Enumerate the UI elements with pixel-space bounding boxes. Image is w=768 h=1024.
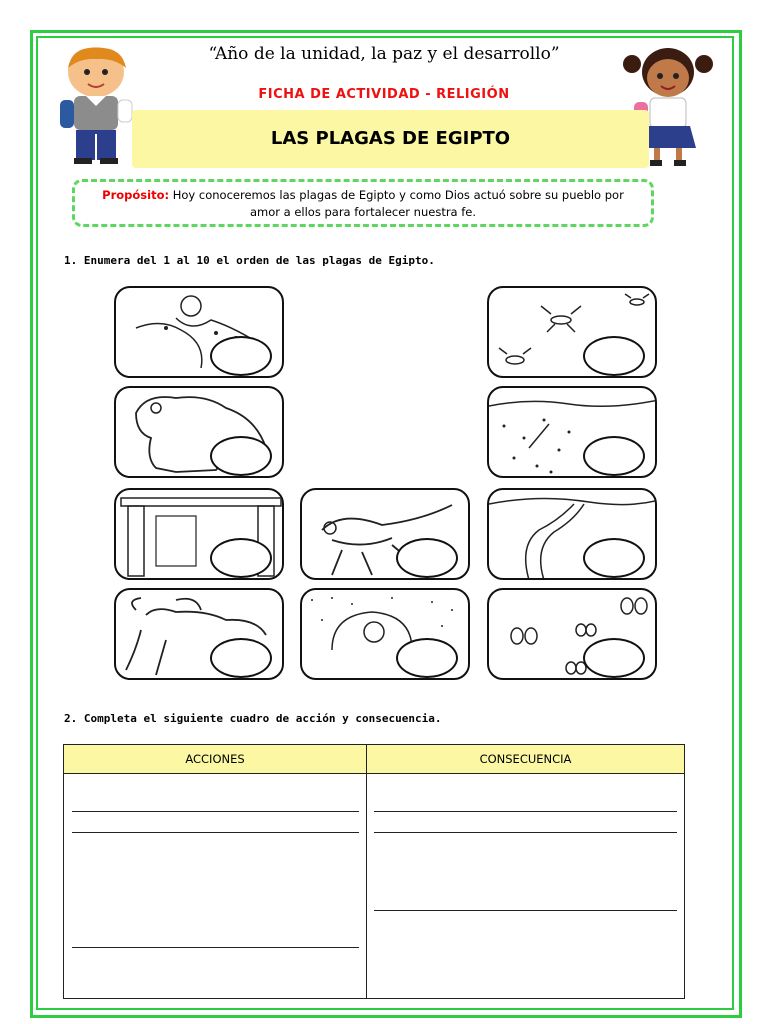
plague-card-boils bbox=[114, 286, 284, 378]
answer-line[interactable] bbox=[374, 811, 677, 812]
answer-oval[interactable] bbox=[210, 638, 272, 678]
plague-card-blood-river bbox=[487, 488, 657, 580]
year-motto: “Año de la unidad, la paz y el desarrollo” bbox=[208, 44, 560, 64]
acciones-answer-cell[interactable] bbox=[64, 774, 367, 999]
answer-oval[interactable] bbox=[396, 638, 458, 678]
action-consequence-table bbox=[63, 744, 685, 999]
answer-oval[interactable] bbox=[583, 436, 645, 476]
answer-oval[interactable] bbox=[583, 538, 645, 578]
plague-card-locusts bbox=[300, 488, 470, 580]
plague-card-frogs bbox=[114, 386, 284, 478]
purpose-label: Propósito: bbox=[102, 188, 170, 202]
answer-oval[interactable] bbox=[210, 538, 272, 578]
header-consecuencia: CONSECUENCIA bbox=[367, 745, 685, 774]
purpose-box bbox=[72, 179, 654, 227]
plague-card-firstborn bbox=[114, 488, 284, 580]
answer-oval[interactable] bbox=[583, 336, 645, 376]
activity-subtitle: FICHA DE ACTIVIDAD - RELIGIÓN bbox=[258, 87, 510, 102]
page-title: LAS PLAGAS DE EGIPTO bbox=[270, 128, 511, 149]
answer-oval[interactable] bbox=[583, 638, 645, 678]
answer-line[interactable] bbox=[72, 947, 359, 948]
header-acciones: ACCIONES bbox=[64, 745, 367, 774]
answer-line[interactable] bbox=[72, 832, 359, 833]
plague-card-flies bbox=[487, 286, 657, 378]
purpose-text-line1: Hoy conoceremos las plagas de Egipto y como Dios actuó sobre su pueblo por bbox=[172, 188, 624, 202]
plague-card-gnats bbox=[487, 588, 657, 680]
answer-line[interactable] bbox=[72, 811, 359, 812]
plague-card-livestock bbox=[114, 588, 284, 680]
answer-oval[interactable] bbox=[210, 436, 272, 476]
question-2: 2. Completa el siguiente cuadro de acción y consecuencia. bbox=[64, 712, 442, 725]
answer-line[interactable] bbox=[374, 910, 677, 911]
plague-card-hail bbox=[487, 386, 657, 478]
plague-card-darkness bbox=[300, 588, 470, 680]
answer-oval[interactable] bbox=[210, 336, 272, 376]
purpose-text-line2: amor a ellos para fortalecer nuestra fe. bbox=[249, 205, 477, 219]
answer-oval[interactable] bbox=[396, 538, 458, 578]
consecuencia-answer-cell[interactable] bbox=[367, 774, 685, 999]
answer-line[interactable] bbox=[374, 832, 677, 833]
question-1: 1. Enumera del 1 al 10 el orden de las plagas de Egipto. bbox=[64, 254, 435, 267]
